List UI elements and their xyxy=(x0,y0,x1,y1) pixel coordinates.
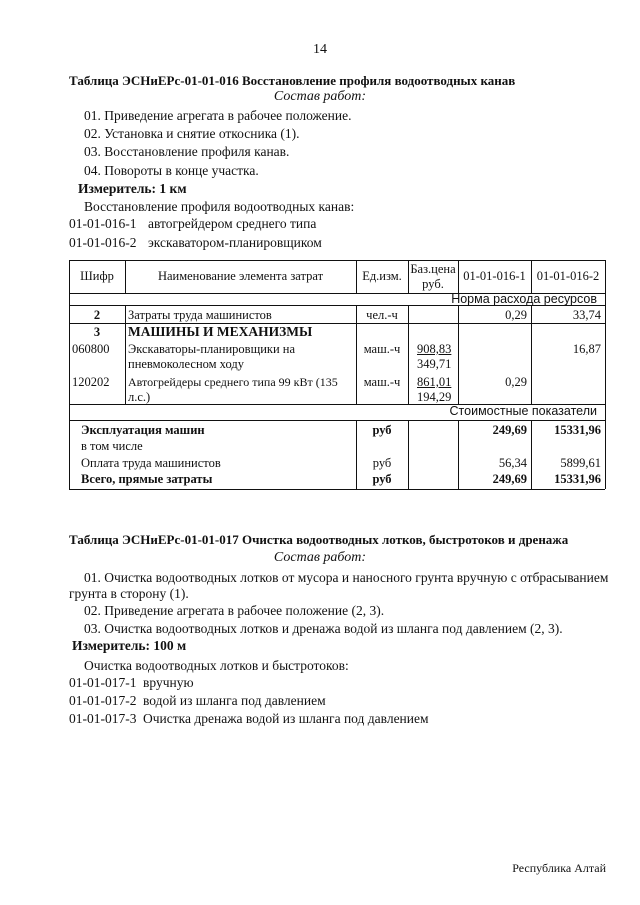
machine-price-pay: 349,71 xyxy=(417,357,452,371)
machine-name-cont: л.с.) xyxy=(128,390,151,404)
table2-title: Таблица ЭСНиЕРс-01-01-017 Очистка водоотводных лотков, быстротоков и дренажа xyxy=(69,532,569,547)
header-name: Наименование элемента затрат xyxy=(157,269,324,283)
table2-work-item: 02. Приведение агрегата в рабочее положение (2, 3). xyxy=(84,603,385,618)
labor-value-2: 33,74 xyxy=(572,308,601,322)
resource-table xyxy=(69,260,605,489)
table1-code-text: экскаватором-планировщиком xyxy=(148,235,322,250)
table2-meter: Измеритель: 100 м xyxy=(72,638,187,653)
machine-price-pay: 194,29 xyxy=(417,390,452,404)
machines-code: 3 xyxy=(93,325,101,339)
table2-description: Очистка водоотводных лотков и быстротоков: xyxy=(84,658,349,673)
machine-price: 908,83 xyxy=(417,342,452,356)
table1-meter: Измеритель: 1 км xyxy=(78,181,187,196)
table1-title: Таблица ЭСНиЕРс-01-01-016 Восстановление профиля водоотводных канав xyxy=(69,73,516,88)
norm-label: Норма расхода ресурсов xyxy=(451,292,597,306)
header-code: Шифр xyxy=(80,269,114,283)
table2-code-text: Очистка дренажа водой из шланга под давлением xyxy=(143,711,429,726)
table1-work-item: 01. Приведение агрегата в рабочее положение. xyxy=(84,108,352,123)
page-number: 14 xyxy=(313,42,327,57)
header-price-unit: руб. xyxy=(422,277,444,291)
table1-code: 01-01-016-2 xyxy=(69,235,137,250)
table2-code: 01-01-017-1 xyxy=(69,675,137,690)
machine-value-1: 0,29 xyxy=(505,375,527,389)
pay-unit: руб xyxy=(372,456,392,470)
total-name: Всего, прямые затраты xyxy=(81,472,213,486)
machine-price: 861,01 xyxy=(417,375,452,389)
machine-unit: маш.-ч xyxy=(363,375,401,389)
machine-code: 060800 xyxy=(72,342,110,356)
table2-code: 01-01-017-2 xyxy=(69,693,137,708)
table2-work-item-cont: грунта в сторону (1). xyxy=(69,586,189,601)
header-col2: 01-01-016-2 xyxy=(536,269,600,283)
header-col1: 01-01-016-1 xyxy=(463,269,526,283)
table2-work-item: 03. Очистка водоотводных лотков и дренажа водой из шланга под давлением (2, 3). xyxy=(84,621,563,636)
cost-label: Стоимостные показатели xyxy=(449,404,597,418)
machine-unit: маш.-ч xyxy=(363,342,401,356)
pay-value-2: 5899,61 xyxy=(560,456,601,470)
header-price: Баз.цена xyxy=(410,262,456,276)
table1-code: 01-01-016-1 xyxy=(69,216,137,231)
exploit-value-2: 15331,96 xyxy=(554,423,601,437)
labor-value-1: 0,29 xyxy=(505,308,527,322)
labor-code: 2 xyxy=(93,308,101,322)
header-unit: Ед.изм. xyxy=(362,269,402,283)
labor-name: Затраты труда машинистов xyxy=(128,308,272,322)
table1-work-item: 03. Восстановление профиля канав. xyxy=(84,144,290,159)
table1-work-item: 02. Установка и снятие откосника (1). xyxy=(84,126,300,141)
machine-name: Экскаваторы-планировщики на xyxy=(128,342,296,356)
table2-code-text: вручную xyxy=(143,675,194,690)
table1-subtitle: Состав работ: xyxy=(273,89,367,104)
machine-name: Автогрейдеры среднего типа 99 кВт (135 xyxy=(128,375,338,389)
including-label: в том числе xyxy=(81,439,143,453)
machine-value-2: 16,87 xyxy=(572,342,601,356)
total-value-1: 249,69 xyxy=(492,472,527,486)
table1-code-text: автогрейдером среднего типа xyxy=(148,216,317,231)
table2-code-text: водой из шланга под давлением xyxy=(143,693,326,708)
table2-work-item: 01. Очистка водоотводных лотков от мусора и наносного грунта вручную с отбрасыванием xyxy=(84,570,609,585)
table2-subtitle: Состав работ: xyxy=(273,550,367,565)
machines-title: МАШИНЫ И МЕХАНИЗМЫ xyxy=(128,324,313,339)
table2-code: 01-01-017-3 xyxy=(69,711,137,726)
footer-region: Республика Алтай xyxy=(512,861,606,875)
machine-code: 120202 xyxy=(72,375,110,389)
exploit-unit: руб xyxy=(372,423,392,437)
pay-name: Оплата труда машинистов xyxy=(81,456,221,470)
labor-unit: чел.-ч xyxy=(366,308,398,322)
machine-name-cont: пневмоколесном ходу xyxy=(128,357,244,371)
table1-description: Восстановление профиля водоотводных канав: xyxy=(84,199,355,214)
table1-work-item: 04. Повороты в конце участка. xyxy=(84,163,259,178)
total-unit: руб xyxy=(372,472,392,486)
total-value-2: 15331,96 xyxy=(554,472,601,486)
exploit-value-1: 249,69 xyxy=(492,423,527,437)
pay-value-1: 56,34 xyxy=(498,456,527,470)
exploit-name: Эксплуатация машин xyxy=(81,423,205,437)
